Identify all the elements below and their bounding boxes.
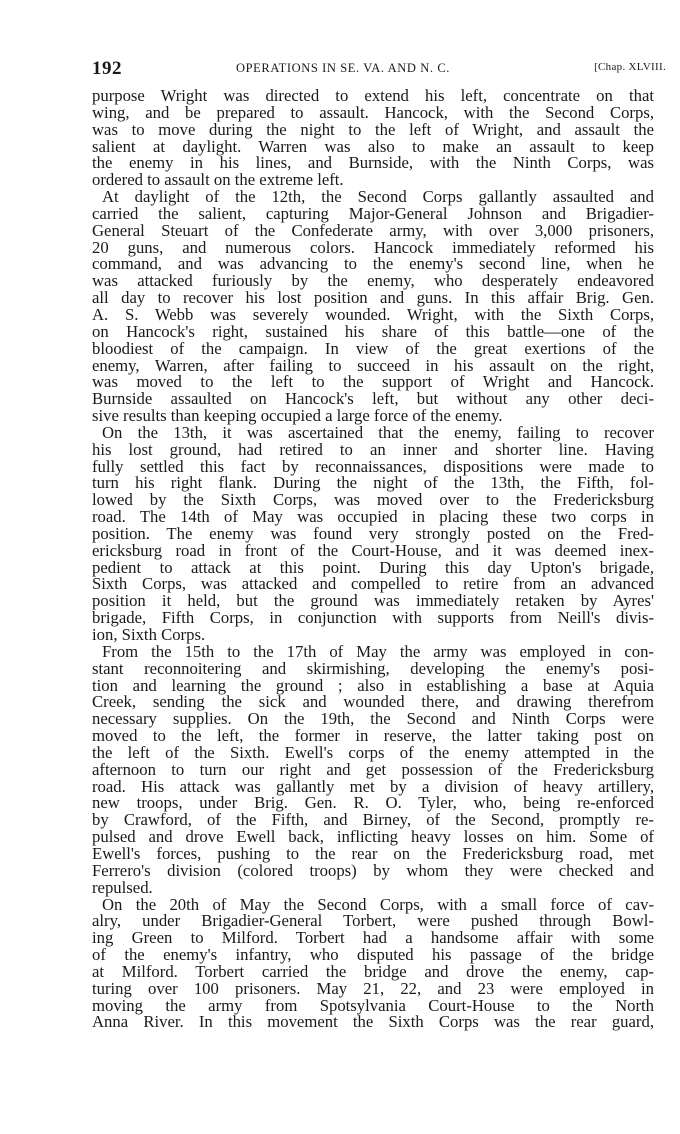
text-line: From the 15th to the 17th of May the army was employed in con- <box>102 641 654 661</box>
text-line: fully settled this fact by reconnaissances, dispositions were made to <box>92 456 654 476</box>
text-line: At daylight of the 12th, the Second Corps gallantly assaulted and <box>102 187 654 207</box>
text-line: ion, Sixth Corps. <box>92 625 206 644</box>
body-text <box>92 88 654 1031</box>
text-line: his lost ground, had retired to an inner and shorter line. Having <box>92 439 654 459</box>
text-line: ericksburg road in front of the Court-House, and it was deemed inex- <box>92 540 654 560</box>
text-line: moving the army from Spotsylvania Court-House to the North <box>92 995 654 1015</box>
text-line: stant reconnoitering and skirmishing, developing the enemy's posi- <box>92 658 654 678</box>
text-line: Ewell's forces, pushing to the rear on the Fredericksburg road, met <box>92 843 654 863</box>
text-line: Sixth Corps, was attacked and compelled to retire from an advanced <box>92 574 654 594</box>
text-line: Ferrero's division (colored troops) by whom they were checked and <box>92 860 654 880</box>
text-line: sive results than keeping occupied a large force of the enemy. <box>92 406 503 426</box>
text-line: was to move during the night to the left of Wright, and assault the <box>92 119 654 139</box>
text-line: was attacked furiously by the enemy, who desperately endeavored <box>92 271 654 291</box>
chapter-label: [Chap. XLVIII. <box>594 61 666 73</box>
text-line: A. S. Webb was severely wounded. Wright, with the Sixth Corps, <box>92 304 654 324</box>
running-title: OPERATIONS IN SE. VA. AND N. C. <box>236 61 450 75</box>
text-line: of the enemy's infantry, who disputed his passage of the bridge <box>92 945 654 965</box>
text-line: Creek, sending the sick and wounded there, and drawing therefrom <box>92 692 654 712</box>
text-line: enemy, Warren, after failing to succeed in his assault on the right, <box>92 355 654 375</box>
text-line: command, and was advancing to the enemy's second line, when he <box>92 254 654 274</box>
text-line: necessary supplies. On the 19th, the Second and Ninth Corps were <box>92 709 654 729</box>
text-line: road. The 14th of May was occupied in placing these two corps in <box>92 507 654 527</box>
text-line: on Hancock's right, sustained his share of this battle—one of the <box>92 321 654 341</box>
text-line: position. The enemy was found very strongly posted on the Fred- <box>92 523 654 543</box>
text-line: all day to recover his lost position and guns. In this affair Brig. Gen. <box>92 288 654 308</box>
text-line: new troops, under Brig. Gen. R. O. Tyler, who, being re-enforced <box>92 793 654 813</box>
text-line: wing, and be prepared to assault. Hancock, with the Second Corps, <box>92 102 654 122</box>
text-line: Anna River. In this movement the Sixth Corps was the rear guard, <box>92 1012 654 1032</box>
text-line: ordered to assault on the extreme left. <box>92 170 344 190</box>
text-line: the enemy in his lines, and Burnside, with the Ninth Corps, was <box>92 153 654 173</box>
text-line: pulsed and drove Ewell back, inflicting heavy losses on him. Some of <box>92 827 654 847</box>
text-line: afternoon to turn our right and get possession of the Fredericksburg <box>92 759 654 779</box>
text-line: tion and learning the ground ; also in establishing a base at Aquia <box>92 675 654 695</box>
text-line: turing over 100 prisoners. May 21, 22, and 23 were employed in <box>92 978 654 998</box>
text-line: carried the salient, capturing Major-General Johnson and Brigadier- <box>92 203 654 223</box>
text-line: salient at daylight. Warren was also to make an assault to keep <box>92 136 654 156</box>
text-line: pedient to attack at this point. During this day Upton's brigade, <box>92 557 654 577</box>
text-line: at Milford. Torbert carried the bridge and drove the enemy, cap- <box>92 961 654 981</box>
text-line: On the 13th, it was ascertained that the enemy, failing to recover <box>102 422 654 442</box>
text-line: by Crawford, of the Fifth, and Birney, of the Second, promptly re- <box>92 810 654 830</box>
text-line: Burnside assaulted on Hancock's left, but without any other deci- <box>92 389 654 409</box>
page-header <box>92 58 678 82</box>
page-number: 192 <box>92 58 122 79</box>
text-line: the left of the Sixth. Ewell's corps of the enemy attempted in the <box>92 742 654 762</box>
text-line: position it held, but the ground was immediately retaken by Ayres' <box>92 591 654 611</box>
text-line: purpose Wright was directed to extend his left, concentrate on that <box>92 86 654 105</box>
text-line: was moved to the left to the support of Wright and Hancock. <box>92 372 654 392</box>
text-line: General Steuart of the Confederate army, with over 3,000 prisoners, <box>92 220 654 240</box>
text-line: moved to the left, the former in reserve, the latter taking post on <box>92 726 654 746</box>
text-line: ing Green to Milford. Torbert had a handsome affair with some <box>92 928 654 948</box>
text-line: alry, under Brigadier-General Torbert, were pushed through Bowl- <box>92 911 654 931</box>
text-line: turn his right flank. During the night of the 13th, the Fifth, fol- <box>92 473 654 493</box>
text-line: repulsed. <box>92 877 153 897</box>
text-line: 20 guns, and numerous colors. Hancock immediately reformed his <box>92 237 654 257</box>
text-line: On the 20th of May the Second Corps, with a small force of cav- <box>102 894 654 914</box>
text-line: road. His attack was gallantly met by a division of heavy artillery, <box>92 776 654 796</box>
text-line: lowed by the Sixth Corps, was moved over to the Fredericksburg <box>92 490 654 510</box>
text-line: bloodiest of the campaign. In view of the great exertions of the <box>92 338 654 358</box>
text-line: brigade, Fifth Corps, in conjunction with supports from Neill's divis- <box>92 608 654 628</box>
